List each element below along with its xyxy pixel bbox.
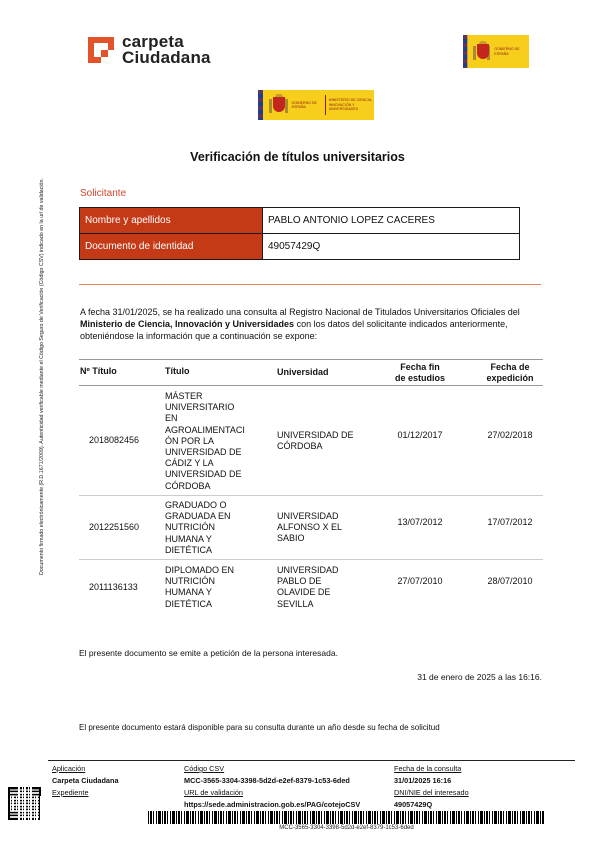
title-line: UNIVERSIDAD DE [165,447,242,458]
title-line: UNIVERSITARIO [165,402,235,413]
csv-barcode [148,811,545,824]
title-line: GRADUADA EN [165,511,231,522]
date-value: 31/01/2025 16:16 [394,776,452,785]
date-label: Fecha de la consulta [394,764,462,773]
header-title: Título [165,366,190,376]
title-line: DIETÉTICA [165,544,213,555]
university-line: PABLO DE [277,576,322,587]
csv-value: MCC-3565-3304-3398-5d2d-e2ef-8379-1c53-6ded [184,776,350,785]
app-value: Carpeta Ciudadana [52,776,119,785]
intro-part-1: A fecha 31/01/2025, se ha realizado una consulta al Registro Nacional de Titulados Universitarios Oficiales del [80,307,520,317]
carpeta-ciudadana-logo [88,34,211,66]
intro-paragraph [80,306,545,342]
title-line: GRADUADO O [165,500,227,510]
title-line: EN [165,413,178,424]
title-line: NUTRICIÓN [165,522,215,533]
gobierno-label: GOBIERNO DE ESPAÑA [494,47,520,56]
qr-code-pattern [10,789,39,818]
footer-col-date [394,764,469,809]
row-separator [79,559,543,560]
row3-end-date: 27/07/2010 [397,576,443,586]
row3-issue-date: 28/07/2010 [487,576,533,586]
header-num: Nº Título [80,366,117,376]
divider [79,284,541,285]
table-top-rule [79,359,543,360]
issued-note: El presente documento se emite a petición de la persona interesada. [79,648,338,658]
row3-university [277,565,339,610]
university-line: CÓRDOBA [277,441,323,452]
row2-title [165,500,231,556]
row2-end-date: 13/07/2012 [397,517,443,527]
title-line: UNIVERSIDAD DE [165,469,242,480]
url-value[interactable]: https://sede.administracion.gob.es/PAG/cotejoCSV [184,800,361,809]
title-line: DIPLOMADO EN [165,565,235,575]
footer-col-csv [184,764,360,809]
row1-issue-date: 27/02/2018 [487,430,533,440]
university-line: UNIVERSIDAD [277,565,339,575]
header-issue-line-1: Fecha de [490,362,530,372]
dni-value: 49057429Q [394,800,433,809]
document-value: 49057429Q [263,234,520,260]
header-university: Universidad [277,367,329,377]
document-label: Documento de identidad [80,234,263,260]
title-line: AGROALIMENTACI [165,424,245,435]
row1-end-date: 01/12/2017 [397,430,443,440]
coat-of-arms-icon [473,41,490,63]
name-label: Nombre y apellidos [80,208,263,234]
section-solicitante: Solicitante [80,188,127,199]
row2-num: 2012251560 [89,522,140,532]
title-line: CÁDIZ Y LA [165,458,214,469]
intro-ministry: Ministerio de Ciencia, Innovación y Universidades [80,319,295,329]
title-line: DIETÉTICA [165,598,213,609]
row2-issue-date: 17/07/2012 [487,517,533,527]
coat-of-arms-icon [269,94,288,116]
vertical-authenticity-note: Documento firmado electrónicamente (R.D.1671/2009). Autenticidad verificable mediante el Código Seguro de Verificación (Código CSV) indicado en la url de validación. [39,178,45,575]
row3-title [165,565,234,610]
university-line: UNIVERSIDAD [277,511,339,521]
intro-part-2: con los datos del solicitante indicados anteriormente, obteniéndose la información que a continuación se expone: [80,319,508,341]
ministry-gob-label: GOBIERNO DE ESPAÑA [291,100,317,109]
title-line: HUMANA Y [165,533,212,544]
carpeta-logo-icon [88,37,114,63]
footer-rule [48,760,575,761]
row1-title [165,391,245,492]
ministry-logo [258,90,374,120]
university-line: UNIVERSIDAD DE [277,430,354,440]
university-line: SABIO [277,533,305,544]
university-line: SEVILLA [277,598,314,609]
url-label: URL de validación [184,788,243,797]
footer-col-app [52,764,119,797]
logo-line-2: Ciudadana [122,48,211,67]
app-label: Aplicación [52,764,86,773]
title-line: NUTRICIÓN [165,576,215,587]
expediente-label: Expediente [52,788,89,797]
dni-label: DNI/NIE del interesado [394,788,469,797]
title-line: HUMANA Y [165,587,212,598]
applicant-table [79,207,520,260]
barcode-text: MCC-3565-3304-3398-5d2d-e2ef-8379-1c53-6ded [279,825,414,831]
logo-line-1: carpeta [122,32,184,51]
row1-university [277,430,354,452]
name-value: PABLO ANTONIO LOPEZ CACERES [263,208,520,234]
title-line: ÓN POR LA [165,435,215,446]
availability-note: El presente documento estará disponible para su consulta durante un año desde su fecha de solicitud [79,723,440,732]
row2-university [277,511,342,545]
row-separator [79,495,543,496]
row3-num: 2011136133 [89,582,138,592]
table-row [80,234,520,260]
university-line: ALFONSO X EL [277,522,343,533]
table-row [80,208,520,234]
issue-date-line: 31 de enero de 2025 a las 16:16. [417,672,542,682]
header-end-line-2: de estudios [394,373,445,383]
row1-num: 2018082456 [89,435,140,445]
university-line: OLAVIDE DE [277,587,331,598]
header-issue-date [474,362,546,384]
header-issue-line-2: expedición [486,373,534,383]
title-line: MÁSTER [165,391,203,401]
header-end-date [384,362,456,384]
csv-label: Código CSV [184,764,225,773]
table-header-rule [79,385,543,386]
header-end-line-1: Fecha fin [400,362,440,372]
ministry-name-label: MINISTERIO DE CIENCIA, INNOVACIÓN Y UNIVERSIDADES [328,98,373,112]
gobierno-logo [463,35,529,68]
title-line: CÓRDOBA [165,480,211,491]
page-title: Verificación de títulos universitarios [190,150,405,164]
